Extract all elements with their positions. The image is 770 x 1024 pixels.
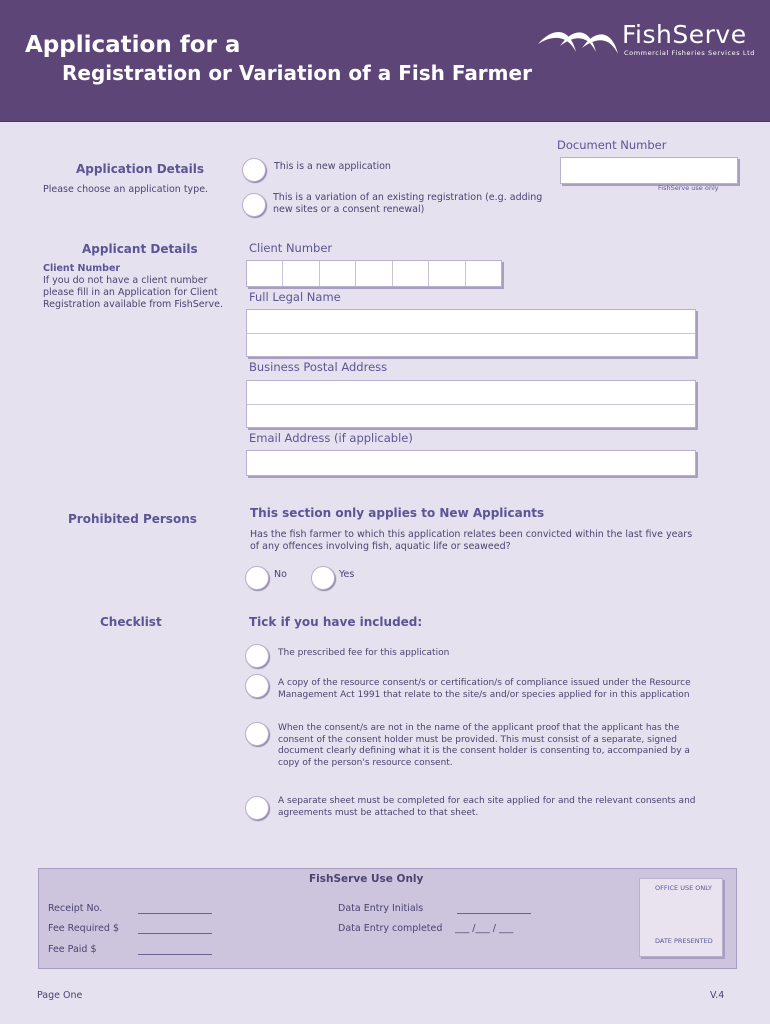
stamp-office-use-label: OFFICE USE ONLY [655, 884, 712, 892]
logo-name: FishServe [622, 20, 747, 49]
page-subtitle: Registration or Variation of a Fish Farmer [62, 61, 532, 85]
new-application-label: This is a new application [274, 161, 391, 172]
document-number-label: Document Number [557, 138, 667, 152]
checklist-item: A copy of the resource consent/s or certification/s of compliance issued under the Resource Management Act 1991 that relate to the site/s and/or species applied for in this application [278, 678, 691, 700]
data-entry-initials-blank[interactable] [457, 913, 531, 914]
document-number-note: FishServe use only [658, 184, 719, 192]
data-entry-initials-label: Data Entry Initials [338, 903, 424, 914]
logo-subtitle: Commercial Fisheries Services Ltd [624, 49, 756, 57]
fee-required-blank[interactable] [138, 933, 212, 934]
fishserve-logo [536, 20, 756, 60]
postal-address-label: Business Postal Address [249, 360, 388, 374]
stamp-date-presented-label: DATE PRESENTED [655, 937, 713, 945]
checklist-separate-sheet-checkbox[interactable] [245, 796, 269, 820]
postal-address-field[interactable] [246, 380, 696, 428]
client-number-help: If you do not have a client number please fill in an Application for Client Registration available from FishServe. [43, 275, 223, 310]
receipt-no-label: Receipt No. [48, 903, 103, 914]
email-label: Email Address (if applicable) [249, 431, 413, 445]
fee-paid-label: Fee Paid $ [48, 944, 97, 955]
checklist-fee-checkbox[interactable] [245, 644, 269, 668]
document-number-field[interactable] [560, 157, 738, 184]
application-type-instruction: Please choose an application type. [43, 184, 209, 195]
fee-required-label: Fee Required $ [48, 923, 119, 934]
fee-paid-blank[interactable] [138, 954, 212, 955]
checklist-item: A separate sheet must be completed for each site applied for and the relevant consents and agreements must be attached to that sheet. [278, 796, 696, 818]
checklist-heading: Checklist [100, 615, 162, 629]
application-details-heading: Application Details [76, 162, 205, 176]
applicant-details-heading: Applicant Details [82, 242, 198, 256]
data-entry-completed-label: Data Entry completed [338, 923, 443, 934]
conviction-question: Has the fish farmer to which this application relates been convicted within the last five years of any offences involving fish, aquatic life or seaweed? [250, 529, 693, 552]
new-application-radio[interactable] [242, 158, 266, 182]
checklist-subheading: Tick if you have included: [249, 615, 423, 629]
full-legal-name-label: Full Legal Name [249, 290, 341, 304]
checklist-item: When the consent/s are not in the name of the applicant proof that the applicant has the consent of the consent holder must be provided. This must consist of a separate, signed document clearly defining what it is the consent holder is consenting to, accompanied by a copy of the person's resource consent. [278, 723, 690, 768]
checklist-item: The prescribed fee for this application [278, 648, 450, 658]
conviction-yes-radio[interactable] [311, 566, 335, 590]
full-legal-name-field[interactable] [246, 309, 696, 357]
page-title: Application for a [25, 32, 241, 58]
header-banner [0, 0, 770, 122]
client-number-label: Client Number [249, 241, 333, 255]
prohibited-persons-heading: Prohibited Persons [68, 512, 197, 526]
conviction-no-radio[interactable] [245, 566, 269, 590]
page-number: Page One [37, 990, 83, 1001]
email-field[interactable] [246, 450, 696, 476]
data-entry-date-blank[interactable]: ___ /___ / ___ [455, 923, 514, 934]
wave-logo-icon [536, 22, 620, 58]
client-number-field[interactable] [246, 260, 502, 287]
variation-label: This is a variation of an existing registration (e.g. adding new sites or a consent renewal) [273, 192, 543, 215]
checklist-consent-proof-checkbox[interactable] [245, 722, 269, 746]
version-label: V.4 [710, 990, 725, 1001]
variation-radio[interactable] [242, 193, 266, 217]
office-use-heading: FishServe Use Only [309, 873, 424, 885]
checklist-consent-copy-checkbox[interactable] [245, 674, 269, 698]
client-number-help-heading: Client Number [43, 263, 121, 274]
conviction-no-label: No [274, 569, 287, 580]
new-applicants-subheading: This section only applies to New Applicants [250, 506, 545, 520]
receipt-no-blank[interactable] [138, 913, 212, 914]
conviction-yes-label: Yes [339, 569, 355, 580]
